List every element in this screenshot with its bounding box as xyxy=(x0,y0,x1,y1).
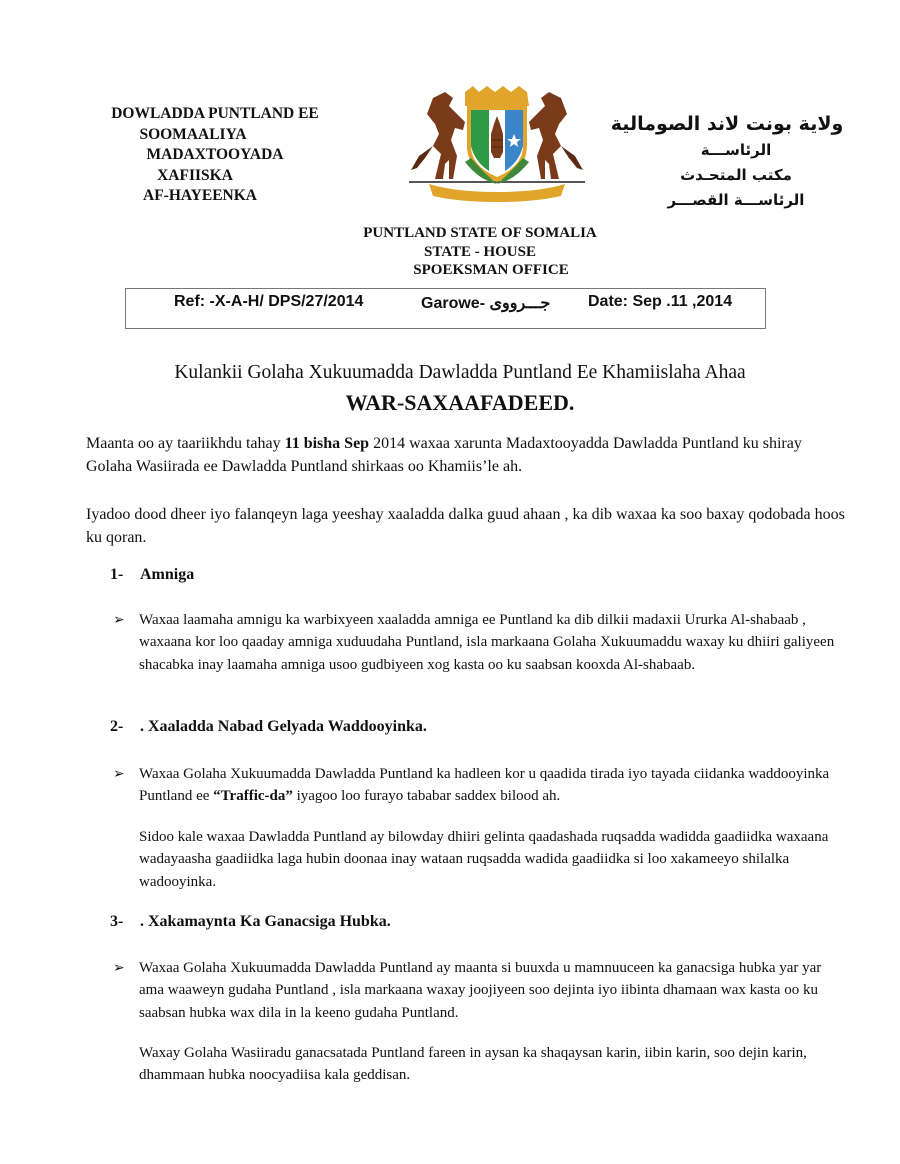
bullet-item xyxy=(113,609,843,676)
intro-paragraph xyxy=(86,433,846,478)
bullet-text-part: Waxaa Golaha Xukuumadda Dawladda Puntland ka hadleen kor u qaadida tirada iyo tayada ciidanka waddooyinka Puntland ee xyxy=(139,766,830,805)
reference-box xyxy=(125,288,766,329)
section-title: . Xakamaynta Ka Ganacsiga Hubka. xyxy=(140,913,391,930)
section-paragraph: Waxay Golaha Wasiiradu ganacsatada Puntland fareen in aysan ka shaqaysan karin, iibin karin, soo dejin karin, dhammaan hubka noocyadiisa kala geddisan. xyxy=(139,1045,807,1084)
section-paragraph: Sidoo kale waxaa Dawladda Puntland ay bilowday dhiiri gelinta qaadashada ruqsadda wadidda gaadiidka waxaana wadayaasha gaadiidka laga hubin doonaa inay wataan ruqsadda wadida gaadiidka si loo xakameeyo shilalka wadooyinka. xyxy=(139,829,829,890)
letterhead-line: MADAXTOOYADA xyxy=(146,146,284,163)
letterhead-line-english: STATE - HOUSE xyxy=(424,243,536,260)
letterhead-line-arabic: الرئاســـة القصـــر xyxy=(667,191,805,209)
section-heading xyxy=(110,566,194,584)
letterhead-line-english: PUNTLAND STATE OF SOMALIA xyxy=(363,225,597,241)
bullet-item xyxy=(113,957,843,1024)
bullet-text: Waxaa Golaha Xukuumadda Dawladda Puntland ay maanta si buuxda u mamnuuceen ka ganacsiga hubka yar yar ama waaweyn gudaha Puntland , isla markaana waxay joojiyeen soo dejinta iyo iibinta dhamaan wax kasta oo ku saabsan hubka wax dila in la keeno gudaha Puntland. xyxy=(139,960,822,1021)
document-subtitle: Kulankii Golaha Xukuumadda Dawladda Puntland Ee Khamiislaha Ahaa xyxy=(174,362,746,383)
arrow-bullet-icon: ➢ xyxy=(113,766,125,782)
letterhead-line-arabic: ولاية بونت لاند الصومالية xyxy=(610,113,844,135)
place-name: Garowe- جـــرووى xyxy=(421,295,551,312)
bullet-text xyxy=(139,763,843,808)
section-heading xyxy=(110,913,391,931)
letterhead-line-arabic: الرئاســـة xyxy=(700,141,772,159)
letterhead-line-arabic: مكتب المتحـدث xyxy=(680,166,792,184)
intro-text: Maanta oo ay taariikhdu tahay xyxy=(86,435,285,452)
section-number: 2- xyxy=(110,718,124,735)
letterhead-line: DOWLADDA PUNTLAND EE xyxy=(111,105,319,122)
reference-number: Ref: -X-A-H/ DPS/27/2014 xyxy=(174,293,364,310)
arrow-bullet-icon: ➢ xyxy=(113,960,125,976)
section-title: . Xaaladda Nabad Gelyada Waddooyinka. xyxy=(140,718,427,735)
document-title: WAR-SAXAAFADEED. xyxy=(345,390,575,415)
arabic-letterhead xyxy=(596,110,858,213)
bullet-text-bold: “Traffic-da” xyxy=(213,788,293,805)
letterhead-line-english: SPOEKSMAN OFFICE xyxy=(413,262,569,278)
letterhead-line: SOOMAALIYA xyxy=(139,125,247,143)
bullet-item xyxy=(113,763,843,808)
section-heading xyxy=(110,718,427,736)
document-date: Date: Sep .11 ,2014 xyxy=(588,293,733,310)
section-number: 3- xyxy=(110,913,124,930)
intro-paragraph-2: Iyadoo dood dheer iyo falanqeyn laga yeeshay xaaladda dalka guud ahaan , ka dib waxaa ka soo baxay qodobada hoos ku qoran. xyxy=(86,506,845,546)
arrow-bullet-icon: ➢ xyxy=(113,612,125,628)
letterhead-line: XAFIISKA xyxy=(157,166,233,184)
section-title: Amniga xyxy=(140,566,195,583)
intro-text: 2014 waxaa xarunta Madaxtooyadda Dawladda Puntland ku shiray Golaha Wasiirada ee Dawladda Puntland shirkaas oo Khamiis’le ah. xyxy=(86,435,802,475)
section-number: 1- xyxy=(110,566,124,583)
letterhead-line: AF-HAYEENKA xyxy=(143,187,257,204)
intro-date-bold: 11 bisha Sep xyxy=(284,435,370,452)
english-letterhead xyxy=(300,224,660,280)
coat-of-arms-icon xyxy=(405,84,589,204)
somali-letterhead xyxy=(80,104,350,207)
bullet-text: Waxaa laamaha amnigu ka warbixyeen xaaladda amniga ee Puntland ka dib dilkii madaxii Ururka Al-shabaab , waxaana kor loo qaaday amniga xuduudaha Puntland, isla markaana Golaha Xukuumaddu waxay ku dhiiri galiyeen shacabka inay laamaha amniga usoo gudbiyeen xog kasta oo ku saabsan kooxda Al-shabaab. xyxy=(139,612,835,673)
bullet-text-part: iyagoo loo furayo tababar saddex bilood ah. xyxy=(292,788,561,805)
